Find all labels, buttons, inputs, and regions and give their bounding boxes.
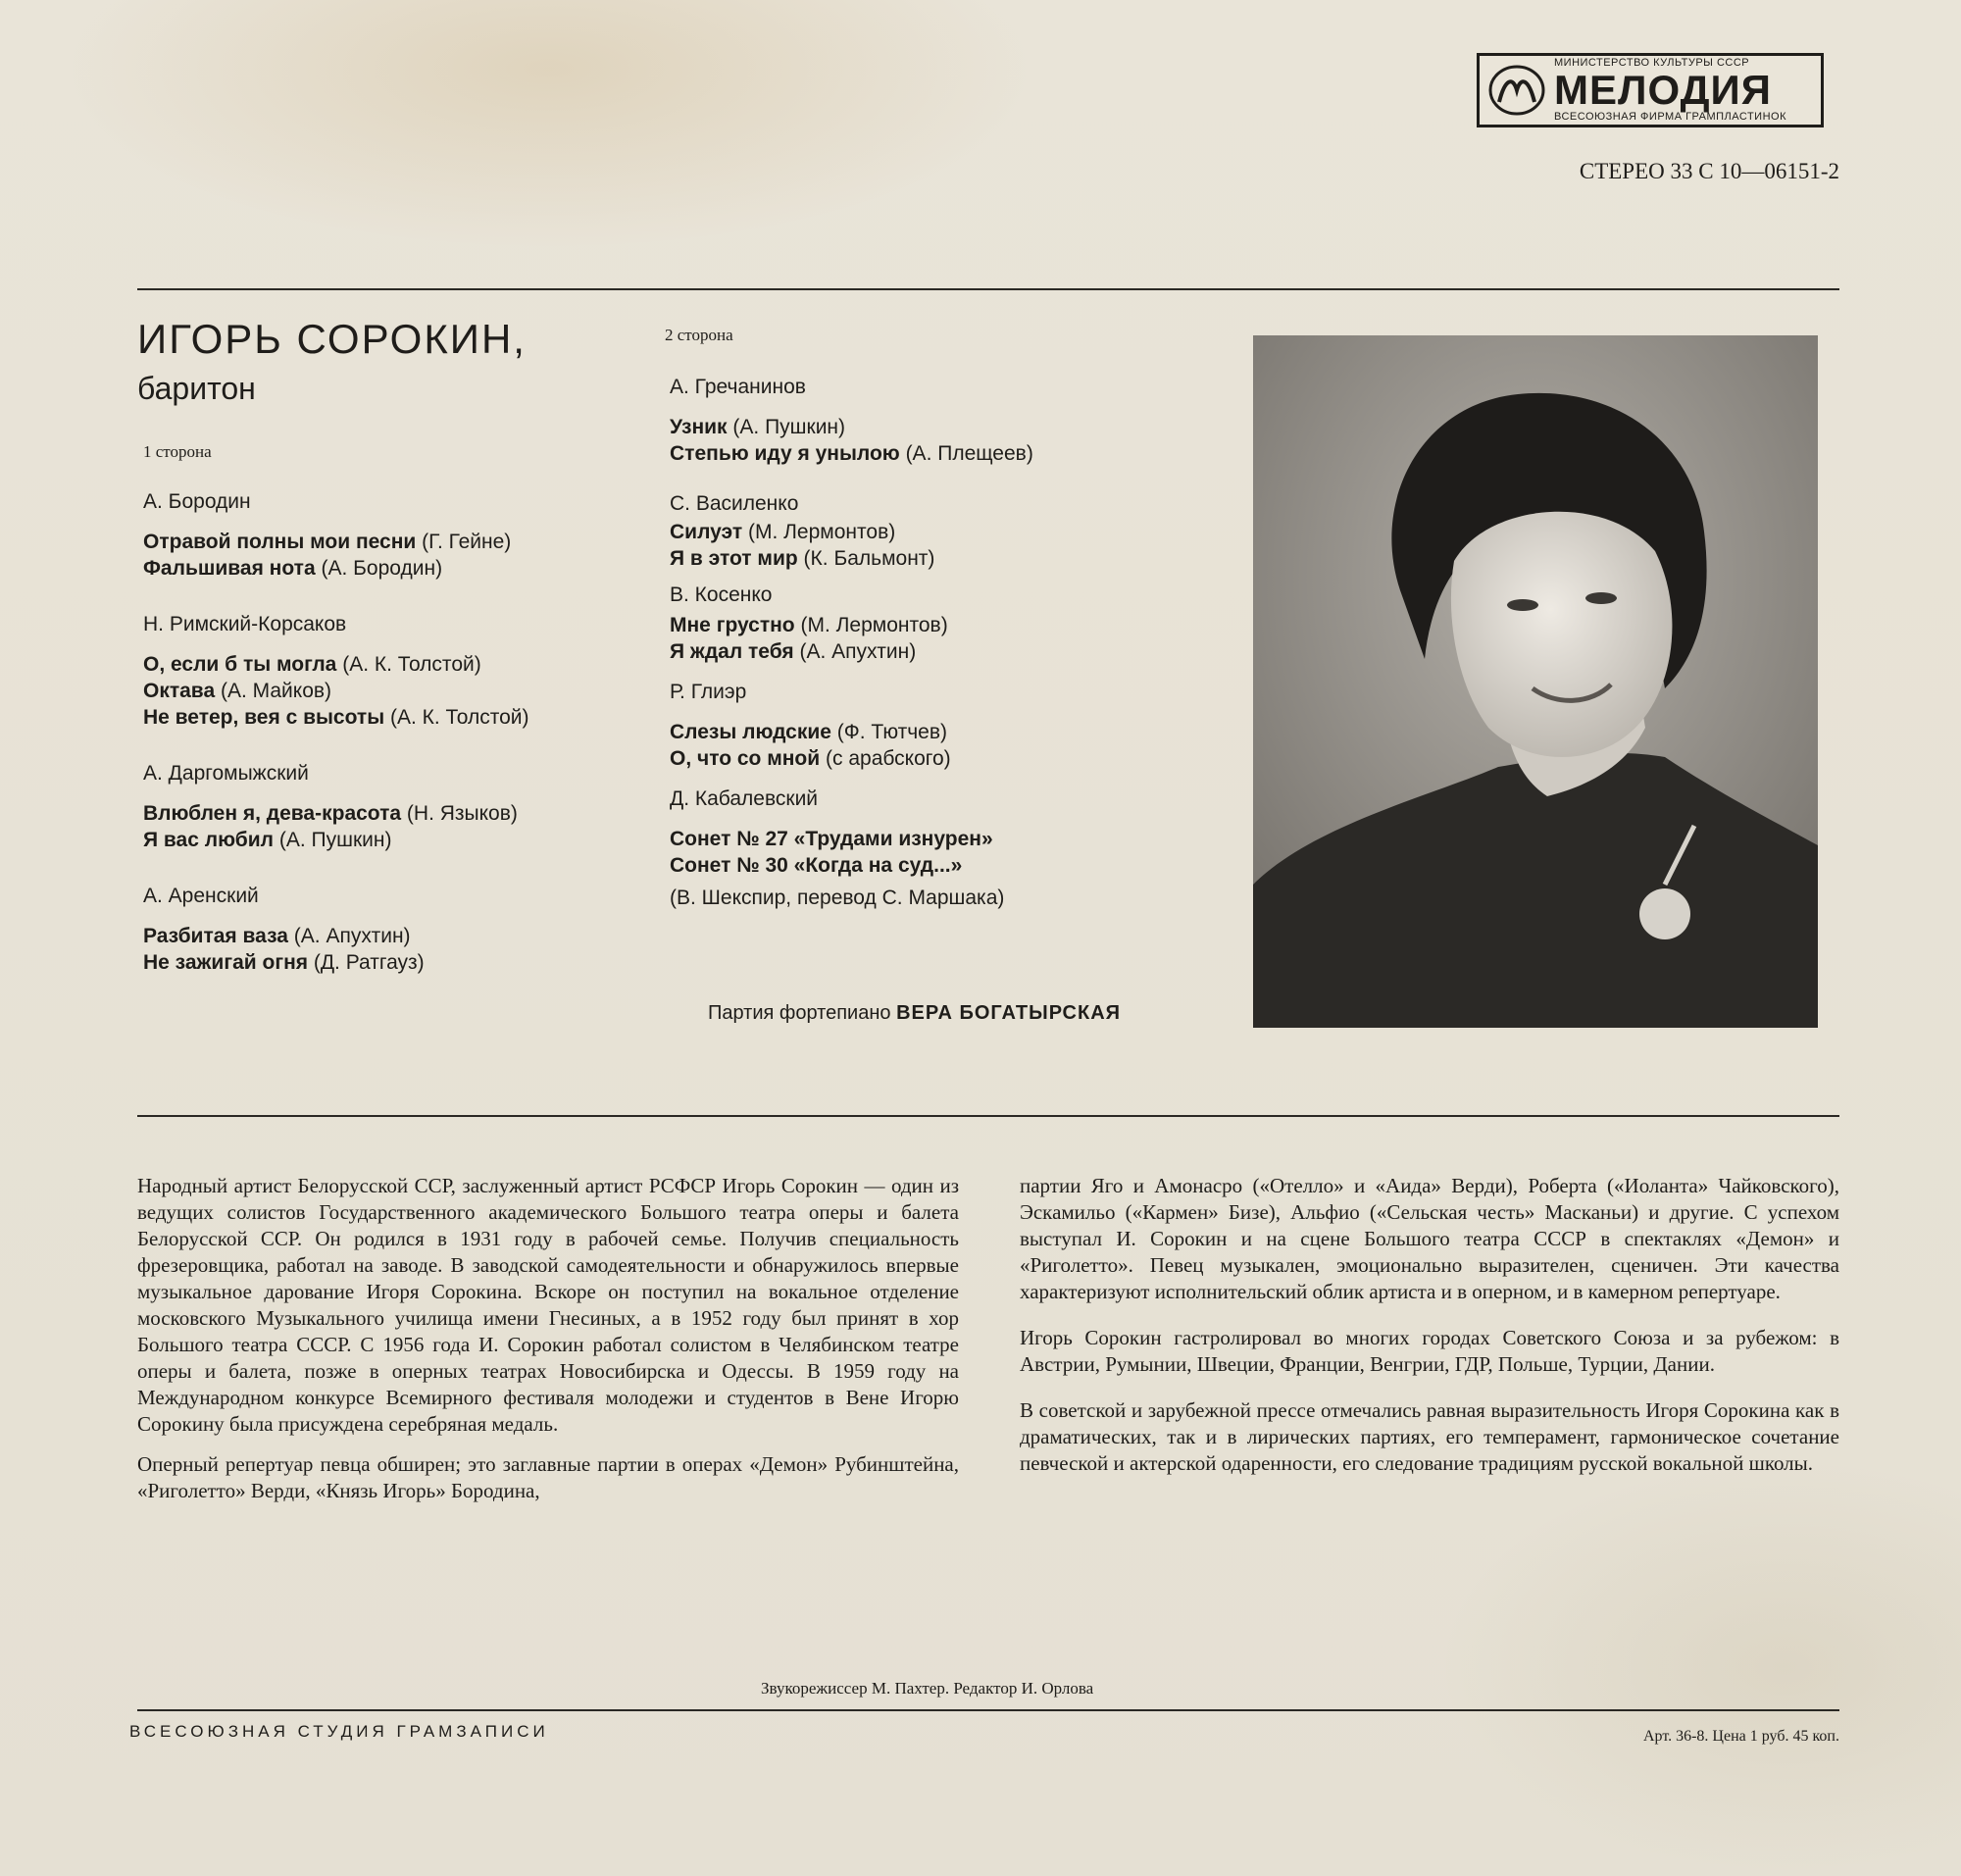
side-2-label: 2 сторона bbox=[665, 326, 733, 344]
melodiya-emblem-icon bbox=[1487, 61, 1546, 120]
pianist-credit bbox=[708, 1002, 1121, 1025]
song: Октава (А. Майков) bbox=[143, 680, 332, 702]
composer: А. Даргомыжский bbox=[143, 762, 309, 785]
melodiya-logo bbox=[1477, 53, 1824, 127]
composer: А. Гречанинов bbox=[670, 376, 806, 398]
track-group bbox=[670, 374, 1238, 467]
track-group bbox=[670, 490, 1238, 572]
song: Узник (А. Пушкин) bbox=[670, 416, 846, 438]
biography-column-right bbox=[1020, 1173, 1839, 1491]
artist-name: ИГОРЬ СОРОКИН, bbox=[137, 316, 527, 362]
bio-paragraph: партии Яго и Амонасро («Отелло» и «Аида» Верди), Роберта («Иоланта» Чайковского), Эскамильо («Кармен» Бизе), Альфио («Сельская честь» Масканьи) и другие. С успехом выступал И. Сорокин и на сцене Большого театра СССР в спектаклях «Демон» и «Риголетто». Певец музыкален, эмоционально выразителен, сценичен. Эти качества характеризуют исполнительский облик артиста и в оперном, и в камерном репертуаре. bbox=[1020, 1174, 1839, 1303]
song: Я вас любил (А. Пушкин) bbox=[143, 829, 392, 851]
side-1-tracklist bbox=[143, 488, 653, 1005]
song: Фальшивая нота (А. Бородин) bbox=[143, 557, 443, 580]
logo-bottom-line: ВСЕСОЮЗНАЯ ФИРМА ГРАМПЛАСТИНОК bbox=[1554, 111, 1786, 123]
composer: Р. Глиэр bbox=[670, 681, 747, 703]
bio-paragraph: В советской и зарубежной прессе отмечались равная выразительность Игоря Сорокина как в драматических, так и в лирических партиях, его темперамент, гармоническое сочетание певческой и актерской одаренности, его следование традициям русской вокальной школы. bbox=[1020, 1398, 1839, 1475]
song: Разбитая ваза (А. Апухтин) bbox=[143, 925, 411, 947]
price-info: Арт. 36-8. Цена 1 руб. 45 коп. bbox=[1642, 1728, 1839, 1745]
pianist-name: ВЕРА БОГАТЫРСКАЯ bbox=[896, 1002, 1122, 1024]
bottom-divider bbox=[137, 1709, 1839, 1711]
composer: Н. Римский-Корсаков bbox=[143, 613, 347, 635]
song: Я ждал тебя (А. Апухтин) bbox=[670, 640, 917, 663]
production-credits: Звукорежиссер М. Пахтер. Редактор И. Орлова bbox=[761, 1679, 1094, 1698]
track-group bbox=[670, 679, 1238, 772]
track-group bbox=[143, 760, 653, 853]
composer: В. Косенко bbox=[670, 583, 773, 606]
track-group bbox=[143, 611, 653, 731]
catalog-number: СТЕРЕО 33 С 10—06151-2 bbox=[1579, 159, 1839, 183]
song: Сонет № 27 «Трудами изнурен» bbox=[670, 828, 993, 850]
bio-paragraph: Оперный репертуар певца обширен; это заглавные партии в операх «Демон» Рубинштейна, «Риголетто» Верди, «Князь Игорь» Бородина, bbox=[137, 1452, 959, 1502]
song: О, если б ты могла (А. К. Толстой) bbox=[143, 653, 481, 676]
song: Не зажигай огня (Д. Ратгауз) bbox=[143, 951, 425, 974]
portrait-image bbox=[1253, 335, 1818, 1028]
song: Сонет № 30 «Когда на суд...» bbox=[670, 854, 963, 877]
middle-divider bbox=[137, 1115, 1839, 1117]
song: Мне грустно (М. Лермонтов) bbox=[670, 614, 948, 636]
logo-brand: МЕЛОДИЯ bbox=[1554, 67, 1772, 113]
side-2-tracklist bbox=[670, 374, 1238, 940]
track-group bbox=[143, 488, 653, 582]
top-divider bbox=[137, 288, 1839, 290]
artist-portrait-photo bbox=[1253, 335, 1818, 1028]
studio-name: ВСЕСОЮЗНАЯ СТУДИЯ ГРАМЗАПИСИ bbox=[129, 1722, 549, 1741]
composer: А. Аренский bbox=[143, 885, 259, 907]
composer: Д. Кабалевский bbox=[670, 787, 819, 810]
song: Слезы людские (Ф. Тютчев) bbox=[670, 721, 948, 743]
song-note: (В. Шекспир, перевод С. Маршака) bbox=[670, 887, 1005, 909]
song: Я в этот мир (К. Бальмонт) bbox=[670, 547, 935, 570]
track-group bbox=[670, 786, 1238, 911]
biography-column-left bbox=[137, 1173, 959, 1518]
song: Не ветер, вея с высоты (А. К. Толстой) bbox=[143, 706, 529, 729]
composer: А. Бородин bbox=[143, 490, 251, 513]
bio-paragraph: Игорь Сорокин гастролировал во многих городах Советского Союза и за рубежом: в Австрии, Румынии, Швеции, Франции, Венгрии, ГДР, Польше, Турции, Дании. bbox=[1020, 1326, 1839, 1376]
artist-voice: баритон bbox=[137, 371, 256, 406]
song: Силуэт (М. Лермонтов) bbox=[670, 521, 896, 543]
song: Степью иду я унылою (А. Плещеев) bbox=[670, 442, 1033, 465]
bio-paragraph: Народный артист Белорусской ССР, заслуженный артист РСФСР Игорь Сорокин — один из ведущих солистов Государственного академического Большого театра оперы и балета Белорусской ССР. Он родился в 1931 году в рабочей семье. Получив специальность фрезеровщика, работал на заводе. В заводской самодеятельности и обнаружилось впервые музыкальное дарование Игоря Сорокина. Вскоре он поступил на вокальное отделение московского Музыкального училища имени Гнесиных, а в 1952 году был принят в хор Большого театра СССР. С 1956 года И. Сорокин работал солистом в Челябинском театре оперы и балета, позже в оперных театрах Новосибирска и Одессы. В 1959 году на Международном конкурсе Всемирного фестиваля молодежи и студентов в Вене Игорю Сорокину была присуждена серебряная медаль. bbox=[137, 1174, 959, 1436]
track-group bbox=[143, 883, 653, 976]
logo-top-line: МИНИСТЕРСТВО КУЛЬТУРЫ СССР bbox=[1554, 57, 1750, 69]
track-group bbox=[670, 582, 1238, 665]
side-1-label: 1 сторона bbox=[143, 442, 212, 461]
pianist-label: Партия фортепиано bbox=[708, 1002, 891, 1024]
song: Влюблен я, дева-красота (Н. Языков) bbox=[143, 802, 518, 825]
song: Отравой полны мои песни (Г. Гейне) bbox=[143, 531, 512, 553]
song: О, что со мной (с арабского) bbox=[670, 747, 951, 770]
composer: С. Василенко bbox=[670, 492, 799, 515]
